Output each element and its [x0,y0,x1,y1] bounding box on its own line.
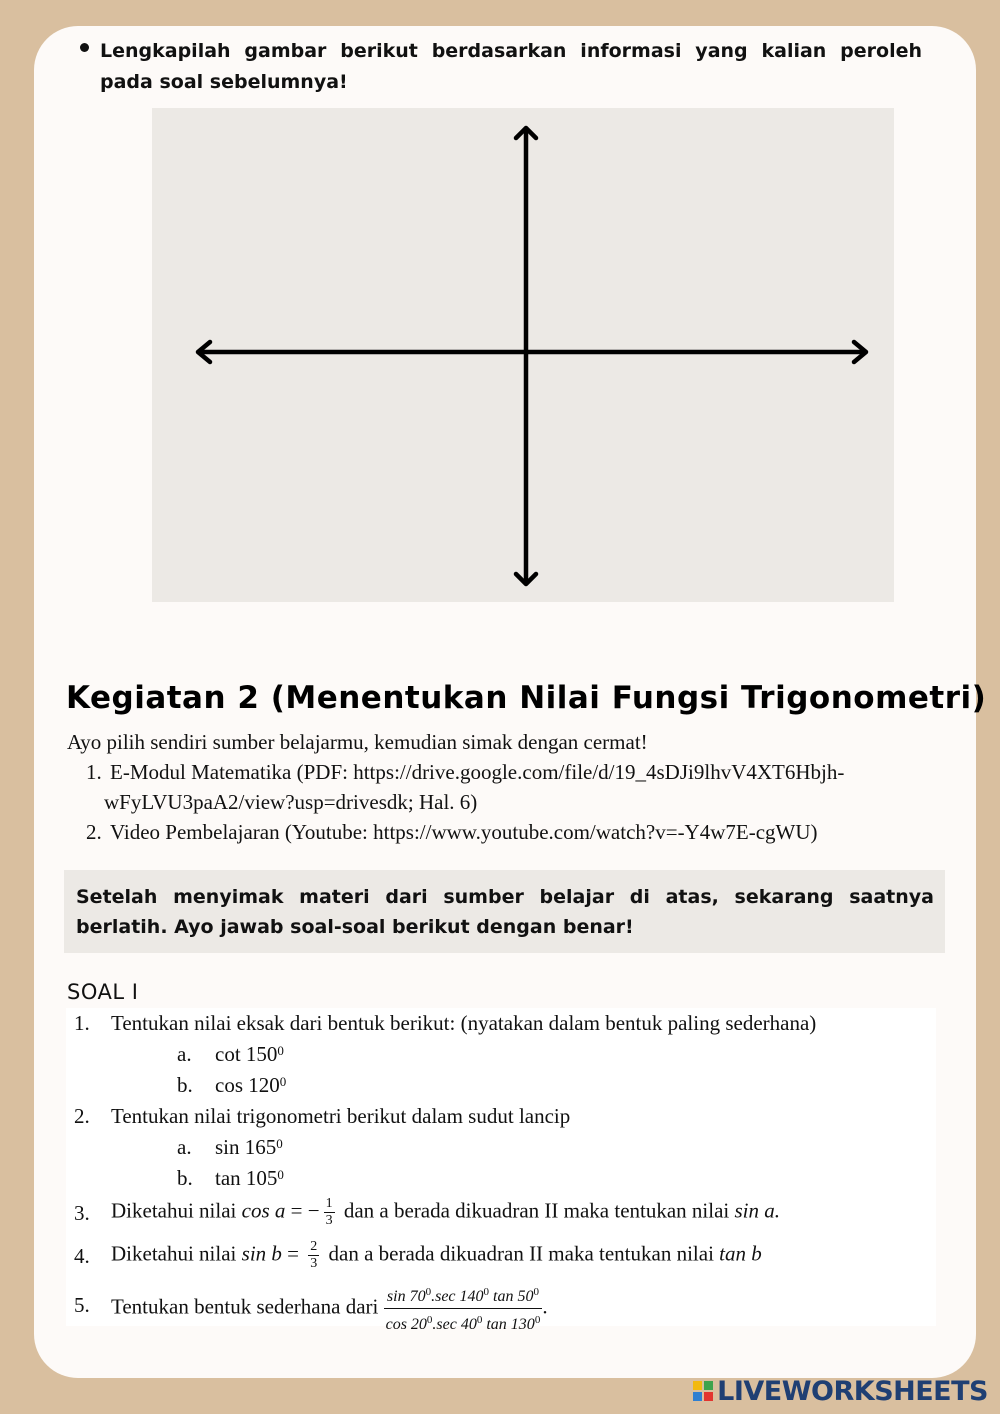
soal-heading: SOAL I [67,980,139,1004]
degree-sign: 0 [277,1043,284,1058]
question-text: Tentukan nilai trigonometri berikut dalam sudut lancip [111,1104,571,1128]
question-number: 3. [74,1201,90,1225]
practice-notice [64,870,945,953]
question-number: 5. [74,1293,90,1317]
option-label: b. [177,1073,193,1097]
option-label: a. [177,1135,192,1159]
source-link-emodul[interactable]: E-Modul Matematika (PDF: https://drive.google.com/file/d/19_4sDJi9lhvV4XT6Hbjh- [110,760,845,784]
question-text: Tentukan nilai eksak dari bentuk berikut: (nyatakan dalam bentuk paling sederhana) [111,1011,817,1035]
trig-fraction: $\sin 70^0.\sec$ $140^0$ $\tan 50^0$ $\cos 20^0.\sec$ $40^0$ $\tan 130^0$ [384,1281,543,1336]
question-number: 2. [74,1104,90,1128]
activity-title: Kegiatan 2 (Menentukan Nilai Fungsi Trigonometri) [66,680,987,716]
question-number: 1. [74,1011,90,1035]
liveworksheets-logo[interactable] [693,1376,988,1406]
source-link-emodul-continued[interactable]: wFyLVU3paA2/view?usp=drivesdk; Hal. 6) [104,790,478,814]
liveworksheets-logo-text: LIVEWORKSHEETS [717,1375,988,1407]
option-label: a. [177,1042,192,1066]
practice-notice-text: Setelah menyimak materi dari sumber belajar di atas, sekarang saatnya berlatih. Ayo jawab soal-soal berikut dengan benar! [76,886,934,938]
bullet-icon [80,43,89,52]
question-2b [177,1166,284,1191]
question-number: 4. [74,1244,90,1268]
fraction: $\frac{2}{3}$ [310,1239,318,1271]
source-number: 2. [86,820,102,844]
option-text: cot 150 [215,1042,278,1066]
source-item [86,757,966,817]
question-1a [177,1042,284,1067]
question-text: Diketahui nilai sin b = $\frac{2}{3}$ dan a berada dikuadran II maka tentukan nilai tan b [111,1239,762,1271]
source-item [86,817,966,847]
source-number: 1. [86,760,102,784]
option-text: tan 105 [215,1166,278,1190]
instruction-text: Lengkapilah gambar berikut berdasarkan informasi yang kalian peroleh pada soal sebelumnya! [100,40,922,93]
source-link-video[interactable]: Video Pembelajaran (Youtube: https://www.youtube.com/watch?v=-Y4w7E-cgWU) [110,820,818,844]
question-list [66,1008,936,1333]
question-2a [177,1135,283,1160]
question-text: Tentukan bentuk sederhana dari $\sin 70^0.\sec$ $140^0$ $\tan 50^0$ $\cos 20^0.\sec$ $40^0$ $\tan 130^0$ . [111,1281,548,1336]
degree-sign: 0 [276,1136,283,1151]
degree-sign: 0 [277,1167,284,1182]
cartesian-plane-drawing-area[interactable] [152,108,894,602]
question-text: Diketahui nilai cos a = − $\frac{1}{3}$ dan a berada dikuadran II maka tentukan nilai sin a. [111,1196,781,1228]
question-1b [177,1073,287,1098]
source-list [86,757,966,847]
cartesian-axes [152,108,894,602]
option-text: cos 120 [215,1073,280,1097]
fraction: $\frac{1}{3}$ [325,1196,333,1228]
liveworksheets-logo-icon [693,1381,713,1401]
option-text: sin 165 [215,1135,277,1159]
option-label: b. [177,1166,193,1190]
degree-sign: 0 [279,1074,287,1089]
activity-intro: Ayo pilih sendiri sumber belajarmu, kemudian simak dengan cermat! [67,730,648,754]
